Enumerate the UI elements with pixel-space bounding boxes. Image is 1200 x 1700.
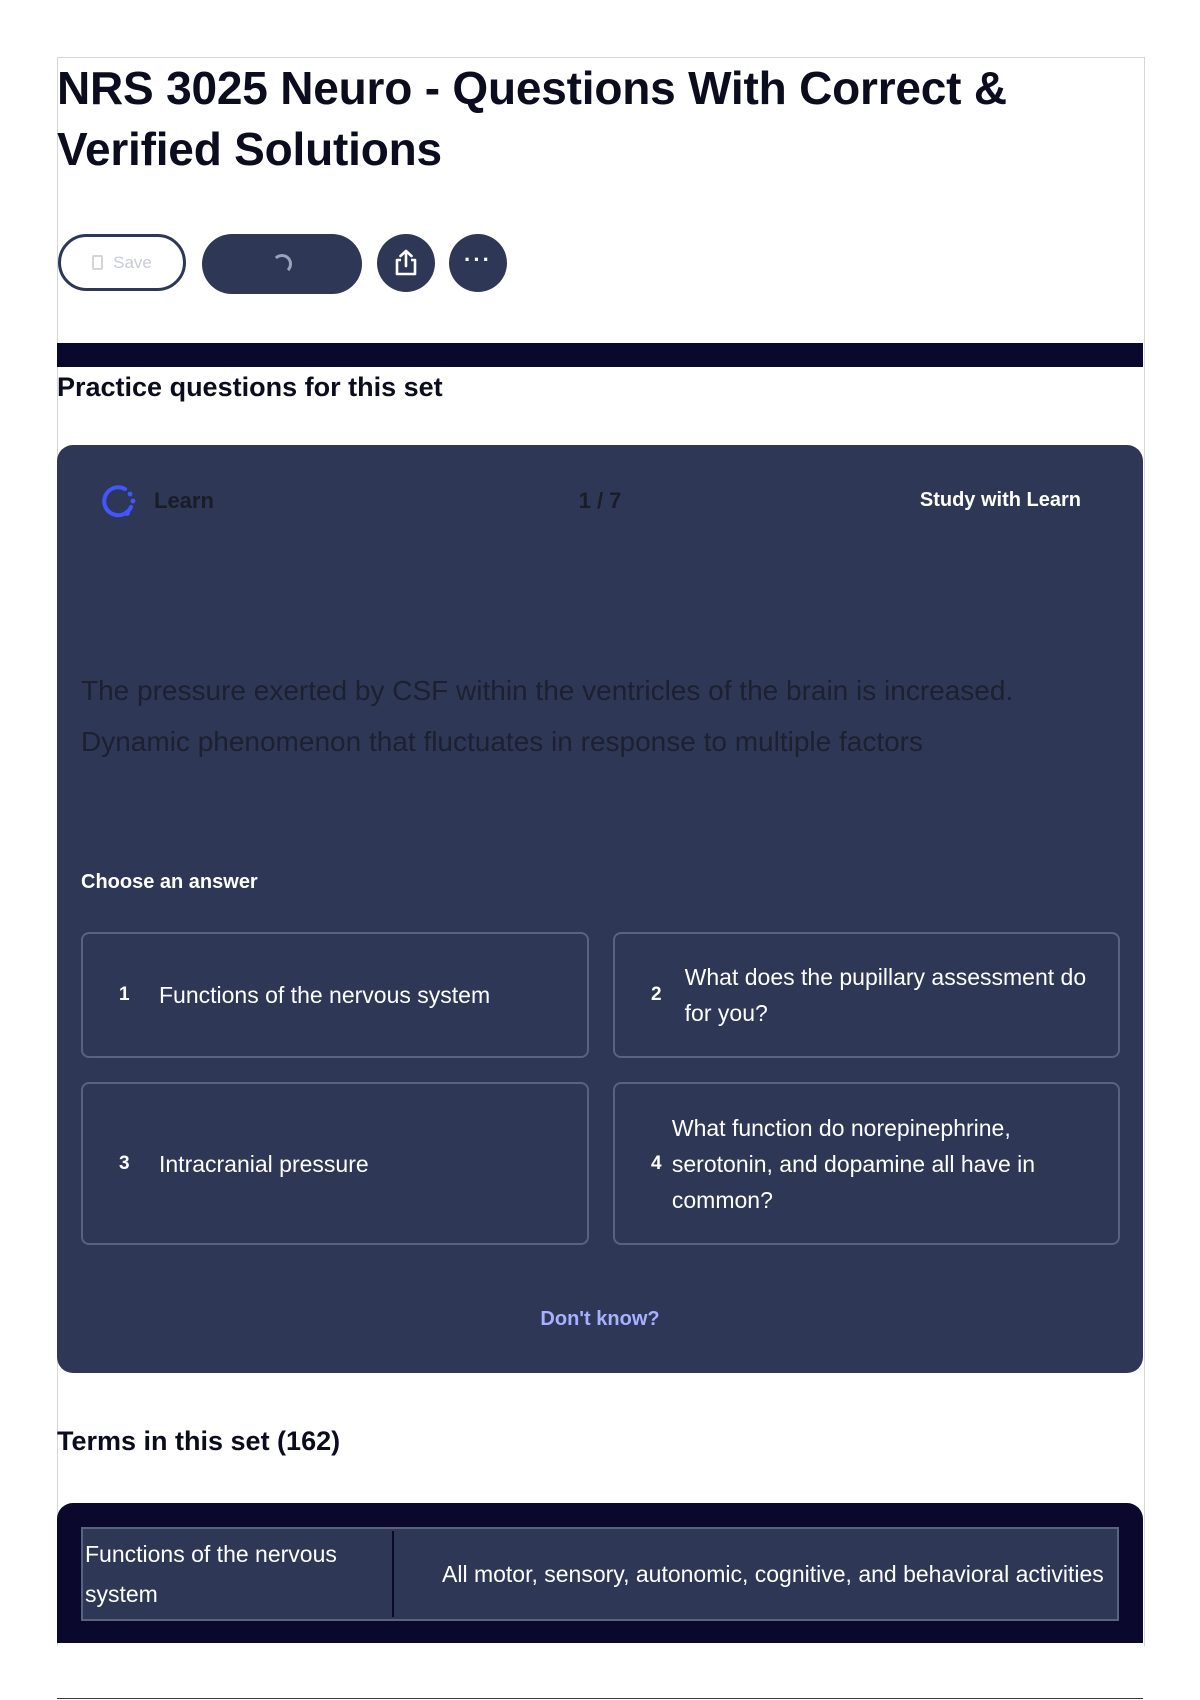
study-with-learn-link[interactable]: Study with Learn <box>919 489 1081 511</box>
practice-heading: Practice questions for this set <box>57 372 443 402</box>
option-text: What does the pupillary assessment do for you? <box>684 964 1087 1026</box>
option-number: 4 <box>651 1152 662 1174</box>
option-text: Functions of the nervous system <box>159 982 491 1008</box>
bookmark-icon <box>92 255 103 270</box>
answer-option-3[interactable] <box>81 1082 589 1245</box>
bottom-rule <box>57 1698 1143 1699</box>
terms-list <box>57 1503 1143 1643</box>
option-text: Intracranial pressure <box>159 1150 369 1177</box>
primary-action-button[interactable] <box>202 234 362 294</box>
answer-option-2[interactable] <box>613 932 1120 1058</box>
question-text: The pressure exerted by CSF within the ventricles of the brain is increased. Dynamic phenomenon that fluctuates in response to multiple factors <box>81 675 1014 757</box>
more-options-button[interactable] <box>449 234 507 292</box>
section-divider-bar <box>57 343 1143 367</box>
option-number: 3 <box>119 1152 130 1174</box>
term-definition: All motor, sensory, autonomic, cognitive, and behavioral activities <box>442 1561 1104 1587</box>
term-row <box>81 1527 1119 1621</box>
share-icon <box>393 249 419 277</box>
more-icon: ··· <box>464 247 492 272</box>
option-text: What function do norepinephrine, serotonin, and dopamine all have in common? <box>671 1114 1036 1213</box>
answer-option-1[interactable] <box>81 932 589 1058</box>
answer-option-4[interactable] <box>613 1082 1120 1245</box>
page-title: NRS 3025 Neuro - Questions With Correct & Verified Solutions <box>57 62 1007 175</box>
choose-answer-label: Choose an answer <box>81 871 258 893</box>
option-number: 1 <box>119 984 130 1005</box>
learn-card <box>57 445 1143 1373</box>
share-button[interactable] <box>377 234 435 292</box>
question-progress: 1 / 7 <box>578 488 622 513</box>
term-word: Functions of the nervous system <box>85 1541 337 1607</box>
terms-heading: Terms in this set (162) <box>57 1426 341 1456</box>
save-button[interactable] <box>58 234 186 291</box>
learn-mode-label: Learn <box>154 488 214 513</box>
spinner-icon <box>272 254 292 274</box>
save-button-label: Save <box>113 252 152 272</box>
dont-know-button[interactable]: Don't know? <box>540 1308 660 1330</box>
option-number: 2 <box>651 984 662 1005</box>
